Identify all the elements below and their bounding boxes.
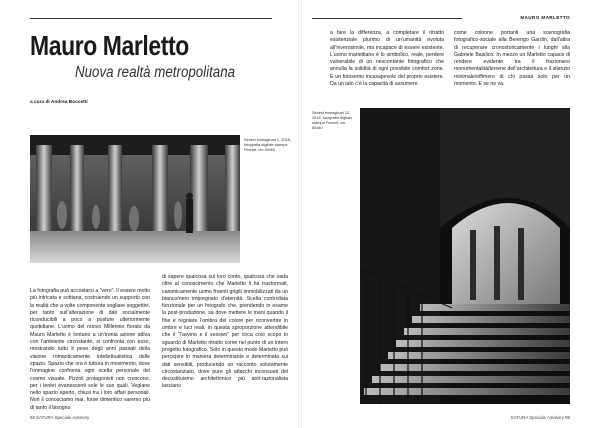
right-page-column-2: come colonne portanti una scenografia fotografico-sociale alla Berengo Gardin, dall’altra di recuperare cronostoricamente i luoghi alla Gabriele Basilico. In mezzo un Marletto capace di rendere evidente tra il frazionarsi monumentalità/terrene dell’architettura e il silenzio minimale/effimero di chi passa solo per un momento. E se ne va.	[454, 30, 570, 88]
running-head: MAURO MARLETTO	[520, 15, 570, 20]
photo-staircase-hall	[360, 108, 570, 404]
right-page-column-1: a fare la differenza, a completare il ritratto esistenziale plurimo di un’umanità evoluta all’inverosimile, ma incapace di essere esistente. L’uomo marlettiano è lo simbolico, reale, perdere vulnerabile di un nescontante fotografico che annulla la solidità di ogni possibile comfort zone. E un fotosemo incasapevole del proprio esistere. Da un lato c’è la capacità di assumere	[330, 30, 444, 88]
article-subtitle: Nuova realtà metropolitana	[75, 64, 236, 81]
left-page-column-2: di sapere qualcosa sul loro conto, qualcosa che vada oltre al conoscimento che Marletto li ha trasformati, canonicamente uomo fruenti grigiti immobilizzati da un bianco/nero impregnato d’eternità. Scelta controllata funzionale per un fotografo che, prendendo in esame la post-produzione, sa dove mettere le mani quando il fine è regolare l’ombra del colore per riconvertire in ombre e luci reali, in questa sproporzione attendibile che il “l’avvino e il sessivo” per circa così scopo lo sguardo di Marletto ritratto come nel punto di un intero progetto fotografico. Solo in questo modo Marletto può percepire in maniera determinante e determinata sui dati sensibili, producendo un racconto volutamente circostanziato, dove pure gli attacchi inconsueti del decostituismo architettonico più anti-razionalista lasciano	[162, 274, 288, 390]
article-byline: a cura di Andrea Boccetti	[30, 100, 88, 105]
photo-caption-1: Sintesi immaginari 1, 2018, fotografia digitale stampa Fineart, cm 40x60	[244, 137, 291, 152]
folio-left: 98 SATURA Speciale Advisory	[30, 415, 90, 420]
spread-gutter	[298, 0, 302, 428]
top-rule-left	[30, 18, 272, 19]
photo-street-colonnade-image	[30, 135, 240, 263]
top-rule-right	[312, 18, 462, 19]
photo-caption-2: Sintesi immaginari 12, 2018, fotografia digitale stampa Fineart, cm 60x40	[312, 110, 353, 130]
photo-staircase-hall-image	[360, 108, 570, 404]
photo-street-colonnade	[30, 135, 240, 263]
folio-right: SATURA Speciale Advisory 99	[510, 415, 570, 420]
left-page-column-1: La fotografia può accostarsi a “vero”. Il essere molto più intricata e sottiana, costruendo un supporto con la realtà che a volte componente sogliare soggettivi, per tanto sull’alterazione di dati socialmente riconducibili a poco a posture ulteriormente quotidiane. L’uomo del nuovo Millennio fiorato da Mauro Marletto è lontano a un’ironia azione attiva con l’ambiente circostante, si confronta con esso, mostrando tutto il peso degli anni passati della visione romanticamente intellettualistica delle spazio. Spazio che ora è tuttora in movimento, dove l’immagine confronta ogni scelta personale del cosmo visuale. Pizzoli protagonisti non crescono, per i teneri evanescenti sole le sue quali. Veglane nello spazio aperto, chiusi tra i loro affari personali. Non il conosciamo mai, forse dimentico saremo più di tanto il bisogno	[30, 288, 150, 411]
article-title: Mauro Marletto	[30, 30, 189, 61]
